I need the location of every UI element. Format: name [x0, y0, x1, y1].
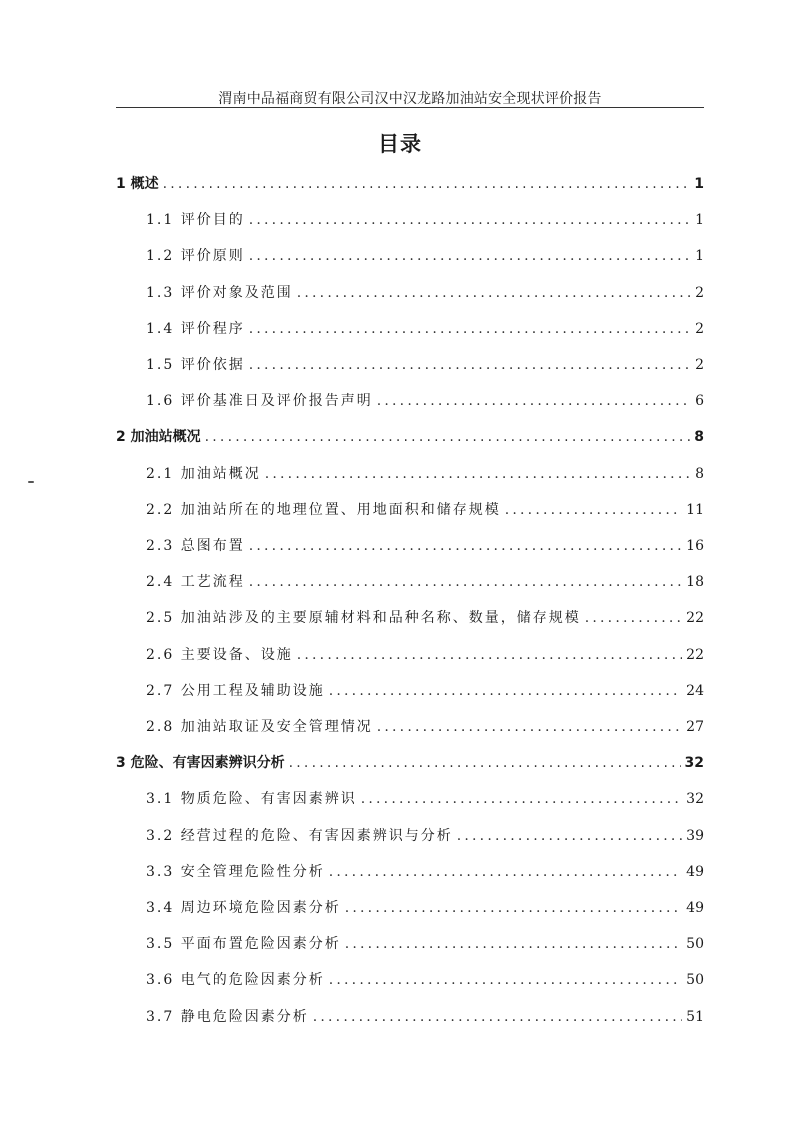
toc-entry-label: 3.4 周边环境危险因素分析	[146, 900, 341, 916]
toc-entry-page: 49	[686, 863, 704, 880]
toc-entry-page: 32	[686, 791, 704, 808]
toc-entry-label: 1.4 评价程序	[146, 320, 245, 337]
toc-entry-label: 3.7 静电危险因素分析	[146, 1008, 309, 1025]
toc-leader-dots	[505, 501, 682, 519]
toc-entry-page: 50	[686, 972, 704, 989]
toc-entry-page: 6	[695, 393, 704, 410]
toc-entry-label: 1.5 评价依据	[146, 357, 245, 373]
toc-entry-page: 8	[695, 465, 704, 482]
toc-entry[interactable]	[116, 424, 704, 446]
toc-entry[interactable]	[146, 280, 704, 302]
toc-entry-page: 51	[686, 1008, 704, 1025]
toc-entry-page: 1	[695, 212, 704, 229]
toc-leader-dots	[361, 790, 682, 808]
toc-entry-page: 1	[694, 176, 704, 192]
toc-leader-dots	[313, 1008, 682, 1026]
toc-entry[interactable]	[146, 243, 704, 265]
toc-entry-label: 1.2 评价原则	[146, 248, 245, 265]
toc-entry-page: 49	[686, 900, 704, 916]
toc-entry-page: 27	[686, 719, 704, 735]
toc-entry[interactable]	[116, 750, 704, 772]
toc-entry-label: 3.6 电气的危险因素分析	[146, 972, 325, 989]
toc-entry-label: 1.1 评价目的	[146, 212, 245, 229]
toc-entry-page: 2	[695, 357, 704, 373]
toc-leader-dots	[249, 537, 682, 555]
toc-entry[interactable]	[146, 642, 704, 664]
toc-entry[interactable]	[146, 931, 704, 953]
toc-entry-label: 1.6 评价基准日及评价报告声明	[146, 393, 373, 410]
toc-entry-label: 3.1 物质危险、有害因素辨识	[146, 791, 357, 808]
toc-entry-label: 2 加油站概况	[116, 429, 201, 446]
toc-entry-label: 1.3 评价对象及范围	[146, 284, 293, 301]
toc-entry[interactable]	[146, 859, 704, 881]
toc-entry-page: 24	[686, 682, 704, 699]
toc-leader-dots	[205, 428, 691, 446]
toc-leader-dots	[289, 754, 681, 772]
toc-leader-dots	[329, 863, 682, 881]
toc-entry-label: 2.5 加油站涉及的主要原辅材料和品种名称、数量，储存规模	[146, 610, 581, 627]
toc-leader-dots	[249, 573, 682, 591]
toc-leader-dots	[249, 320, 691, 338]
toc-leader-dots	[345, 899, 682, 917]
toc-leader-dots	[297, 284, 691, 302]
toc-leader-dots	[329, 971, 682, 989]
toc-leader-dots	[265, 465, 691, 483]
toc-entry-page: 22	[686, 610, 704, 627]
toc-leader-dots	[329, 682, 682, 700]
page-title: 目录	[378, 132, 422, 156]
toc-entry-page: 39	[686, 827, 704, 844]
header-rule	[116, 107, 704, 108]
toc-entry-page: 22	[686, 646, 704, 663]
toc-entry-label: 2.2 加油站所在的地理位置、用地面积和储存规模	[146, 501, 501, 518]
toc-leader-dots	[249, 211, 691, 229]
toc-leader-dots	[249, 356, 691, 374]
toc-entry-page: 2	[695, 320, 704, 337]
toc-entry-label: 2.8 加油站取证及安全管理情况	[146, 719, 373, 735]
toc-leader-dots	[163, 175, 691, 193]
toc-entry-page: 32	[684, 755, 704, 772]
toc-entry[interactable]	[146, 461, 704, 483]
toc-entry[interactable]	[146, 1004, 704, 1026]
toc-entry-page: 2	[695, 284, 704, 301]
toc-entry-page: 1	[695, 248, 704, 265]
toc-entry-label: 3 危险、有害因素辨识分析	[116, 755, 285, 772]
scan-mark	[28, 481, 34, 483]
toc-entry[interactable]	[146, 533, 704, 555]
toc-entry-label: 3.3 安全管理危险性分析	[146, 863, 325, 880]
toc-entry[interactable]	[146, 895, 704, 917]
toc-entry-label: 2.7 公用工程及辅助设施	[146, 682, 325, 699]
toc-entry-page: 11	[686, 501, 704, 518]
toc-entry-label: 2.1 加油站概况	[146, 465, 261, 482]
toc-entry[interactable]	[146, 823, 704, 845]
toc-entry-page: 16	[686, 538, 704, 554]
toc-entry-label: 2.3 总图布置	[146, 538, 245, 554]
toc-entry[interactable]	[146, 316, 704, 338]
toc-entry-page: 18	[686, 574, 704, 591]
toc-entry-page: 8	[694, 429, 704, 446]
toc-entry[interactable]	[146, 352, 704, 374]
toc-entry[interactable]	[146, 388, 704, 410]
toc-entry-label: 3.2 经营过程的危险、有害因素辨识与分析	[146, 827, 453, 844]
toc-entry[interactable]	[146, 605, 704, 627]
toc-entry-label: 3.5 平面布置危险因素分析	[146, 936, 341, 953]
toc-leader-dots	[585, 609, 682, 627]
toc-entry[interactable]	[116, 171, 704, 193]
toc-entry[interactable]	[146, 569, 704, 591]
toc-leader-dots	[345, 935, 682, 953]
toc-entry[interactable]	[146, 786, 704, 808]
toc-entry-label: 2.4 工艺流程	[146, 574, 245, 591]
toc-leader-dots	[377, 392, 691, 410]
toc-leader-dots	[249, 247, 691, 265]
toc-entry[interactable]	[146, 497, 704, 519]
toc-leader-dots	[377, 718, 682, 736]
running-header: 渭南中品福商贸有限公司汉中汉龙路加油站安全现状评价报告	[218, 91, 602, 107]
toc-entry-label: 2.6 主要设备、设施	[146, 646, 293, 663]
toc-entry[interactable]	[146, 967, 704, 989]
toc-entry[interactable]	[146, 678, 704, 700]
toc-entry-page: 50	[686, 936, 704, 953]
toc-leader-dots	[297, 646, 682, 664]
toc-entry-label: 1 概述	[116, 176, 159, 192]
toc-entry[interactable]	[146, 714, 704, 736]
toc-entry[interactable]	[146, 207, 704, 229]
toc-leader-dots	[457, 827, 682, 845]
